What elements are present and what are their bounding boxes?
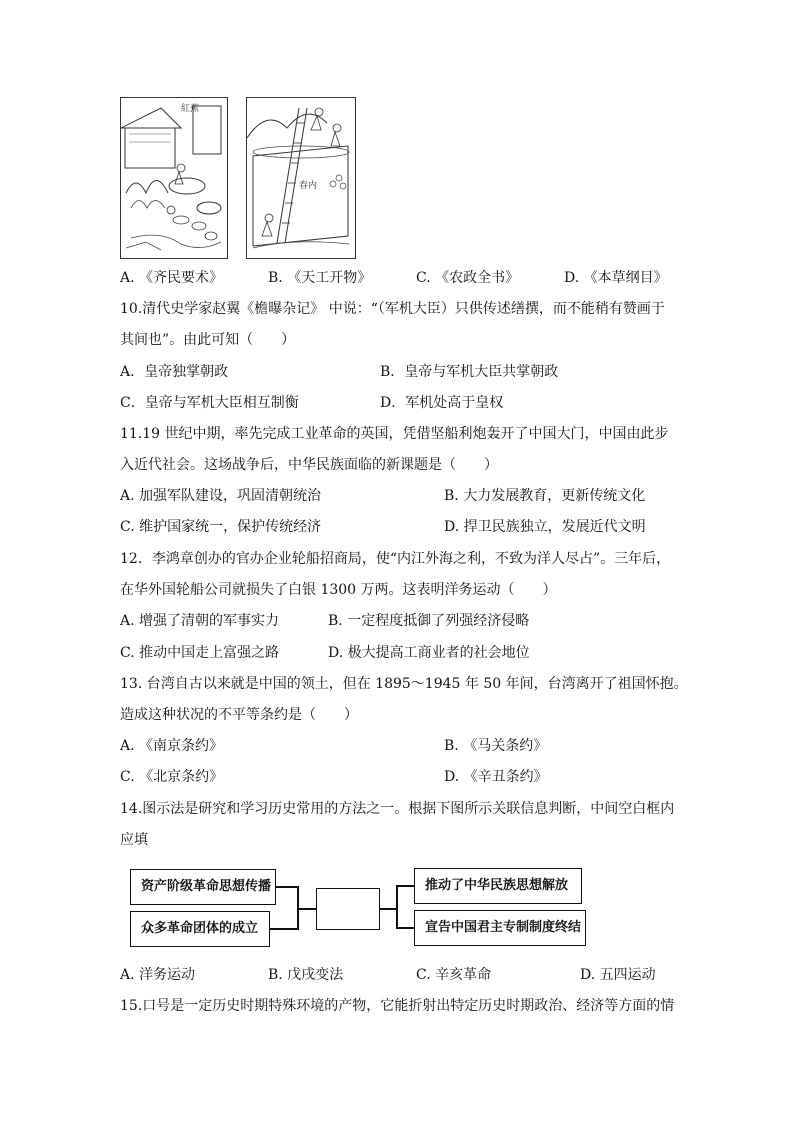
q13-stem-line1: 13. 台湾自古以来就是中国的领土，但在 1895～1945 年 50 年间，台湾离开了祖国怀抱。 bbox=[120, 676, 688, 692]
q11-option-a: A. 加强军队建设，巩固清朝统治 bbox=[120, 488, 322, 504]
q10-stem-line1: 10.清代史学家赵翼《檐曝杂记》 中说：“（军机大臣）只供传述缮撰，而不能稍有赞画于 bbox=[120, 301, 665, 317]
q12-option-b: B. 一定程度抵御了列强经济侵略 bbox=[328, 613, 530, 629]
q14-option-b: B. 戊戌变法 bbox=[268, 967, 344, 983]
illustration-left-label: 紅蕉 bbox=[181, 104, 200, 114]
q14-stem-line2: 应填 bbox=[120, 832, 148, 848]
diagram-box-left-bottom: 众多革命团体的成立 bbox=[130, 911, 270, 947]
q10-stem-line2: 其间也”。由此可知（ ） bbox=[120, 332, 296, 348]
q10-option-c: C．皇帝与军机大臣相互制衡 bbox=[120, 395, 299, 411]
q13-option-d: D. 《辛丑条约》 bbox=[444, 769, 548, 785]
illustration-left-drawing bbox=[121, 98, 227, 258]
connector-right-vertical bbox=[396, 885, 398, 929]
q11-stem-line2: 入近代社会。这场战争后，中华民族面临的新课题是（ ） bbox=[120, 457, 498, 473]
q10-option-b: B．皇帝与军机大臣共掌朝政 bbox=[380, 364, 559, 380]
q9-option-a: A. 《齐民要术》 bbox=[120, 270, 224, 286]
q15-stem-line1: 15.口号是一定历史时期特殊环境的产物，它能折射出特定历史时期政治、经济等方面的情 bbox=[120, 998, 675, 1014]
q12-stem-line1: 12．李鸿章创办的官办企业轮船招商局，使“内江外海之利，不致为洋人尽占”。三年后， bbox=[120, 551, 671, 567]
q12-option-c: C. 推动中国走上富强之路 bbox=[120, 645, 280, 661]
illustration-right bbox=[246, 97, 356, 259]
q14-option-a: A. 洋务运动 bbox=[120, 967, 196, 983]
q11-stem-line1: 11.19 世纪中期，率先完成工业革命的英国，凭借坚船利炮轰开了中国大门，中国由此步 bbox=[120, 426, 669, 442]
diagram-box-right-bottom: 宣告中国君主专制制度终结 bbox=[414, 910, 586, 946]
q9-option-b: B. 《天工开物》 bbox=[268, 270, 372, 286]
q11-option-d: D. 捍卫民族独立，发展近代文明 bbox=[444, 519, 646, 535]
illustration-right-label: 春内 bbox=[299, 181, 318, 191]
diagram-box-left-top: 资产阶级革命思想传播 bbox=[130, 869, 276, 905]
connector-left-bottom bbox=[270, 928, 298, 930]
diagram-box-center-blank bbox=[316, 888, 380, 930]
q10-option-d: D．军机处高于皇权 bbox=[380, 395, 504, 411]
q12-option-a: A. 增强了清朝的军事实力 bbox=[120, 613, 280, 629]
q14-stem-line1: 14.图示法是研究和学习历史常用的方法之一。根据下图所示关联信息判断，中间空白框内 bbox=[120, 801, 675, 817]
q9-option-c: C. 《农政全书》 bbox=[416, 270, 520, 286]
q12-stem-line2: 在华外国轮船公司就损失了白银 1300 万两。这表明洋务运动（ ） bbox=[120, 582, 557, 598]
q13-option-a: A. 《南京条约》 bbox=[120, 738, 224, 754]
q13-stem-line2: 造成这种状况的不平等条约是（ ） bbox=[120, 707, 358, 723]
illustration-left bbox=[120, 97, 228, 259]
q13-option-c: C. 《北京条约》 bbox=[120, 769, 224, 785]
connector-left-top bbox=[276, 886, 298, 888]
q9-option-d: D. 《本草纲目》 bbox=[564, 270, 668, 286]
diagram-box-right-top: 推动了中华民族思想解放 bbox=[414, 868, 582, 904]
q14-option-c: C. 辛亥革命 bbox=[416, 967, 492, 983]
connector-right-top bbox=[396, 885, 414, 887]
connector-right-bottom bbox=[396, 927, 414, 929]
q10-option-a: A．皇帝独掌朝政 bbox=[120, 364, 229, 380]
connector-left-to-center bbox=[297, 908, 316, 910]
q11-option-c: C. 维护国家统一，保护传统经济 bbox=[120, 519, 322, 535]
q11-option-b: B. 大力发展教育，更新传统文化 bbox=[444, 488, 646, 504]
q12-option-d: D. 极大提高工商业者的社会地位 bbox=[328, 645, 530, 661]
q13-option-b: B. 《马关条约》 bbox=[444, 738, 548, 754]
q14-option-d: D. 五四运动 bbox=[580, 967, 656, 983]
connector-center-to-right bbox=[380, 908, 397, 910]
